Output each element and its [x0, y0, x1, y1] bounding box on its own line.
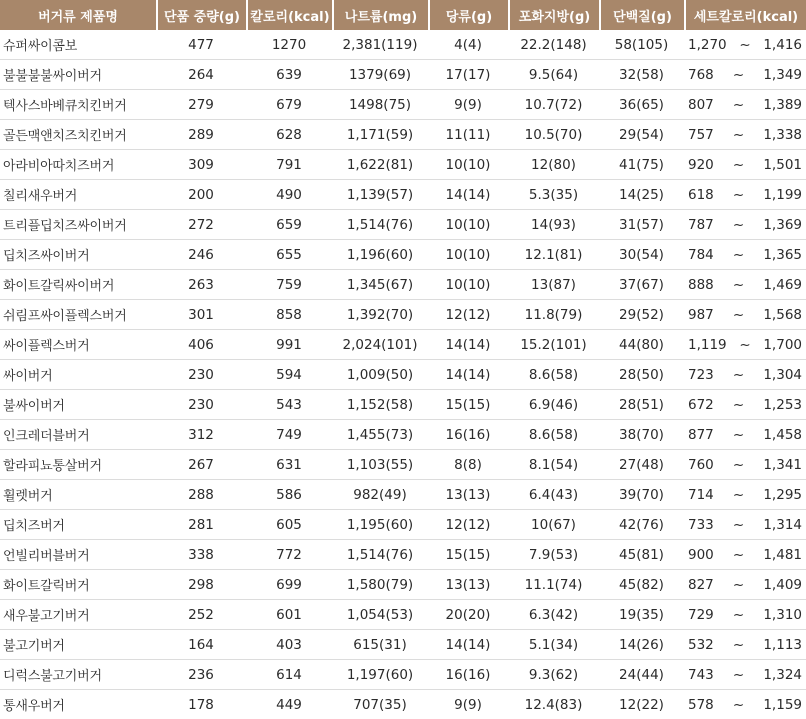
range-separator: ~ — [732, 456, 745, 473]
sugar-cell: 13(13) — [428, 569, 508, 599]
protein-cell: 27(48) — [599, 449, 684, 479]
product-name-cell: 불싸이버거 — [0, 389, 156, 419]
set-calories-min: 888 — [688, 276, 714, 293]
weight-cell: 289 — [156, 119, 246, 149]
set-calories-min: 784 — [688, 246, 714, 263]
sodium-cell: 1498(75) — [332, 89, 428, 119]
set-calories-max: 1,469 — [763, 276, 802, 293]
protein-cell: 31(57) — [599, 209, 684, 239]
saturated-fat-cell: 7.9(53) — [508, 539, 599, 569]
set-calories-cell — [684, 149, 806, 179]
weight-cell: 246 — [156, 239, 246, 269]
range-separator: ~ — [732, 276, 745, 293]
saturated-fat-cell: 9.5(64) — [508, 59, 599, 89]
range-separator: ~ — [732, 96, 745, 113]
protein-cell: 45(81) — [599, 539, 684, 569]
saturated-fat-cell: 15.2(101) — [508, 329, 599, 359]
sugar-cell: 12(12) — [428, 509, 508, 539]
range-separator: ~ — [732, 636, 745, 653]
table-row — [0, 329, 806, 359]
sodium-cell: 1,171(59) — [332, 119, 428, 149]
protein-cell: 14(26) — [599, 629, 684, 659]
set-calories-min: 827 — [688, 576, 714, 593]
saturated-fat-cell: 12(80) — [508, 149, 599, 179]
sugar-cell: 17(17) — [428, 59, 508, 89]
set-calories-max: 1,314 — [763, 516, 802, 533]
table-row — [0, 569, 806, 599]
saturated-fat-cell: 12.1(81) — [508, 239, 599, 269]
set-calories-cell — [684, 479, 806, 509]
set-calories-cell — [684, 59, 806, 89]
range-separator: ~ — [739, 36, 751, 53]
weight-cell: 178 — [156, 689, 246, 719]
set-calories-cell — [684, 509, 806, 539]
protein-cell: 38(70) — [599, 419, 684, 449]
saturated-fat-cell: 6.4(43) — [508, 479, 599, 509]
weight-cell: 263 — [156, 269, 246, 299]
saturated-fat-cell: 12.4(83) — [508, 689, 599, 719]
sodium-cell: 1,197(60) — [332, 659, 428, 689]
protein-cell: 24(44) — [599, 659, 684, 689]
table-row — [0, 689, 806, 719]
product-name-cell: 불불불불싸이버거 — [0, 59, 156, 89]
set-calories-min: 877 — [688, 426, 714, 443]
sugar-cell: 16(16) — [428, 659, 508, 689]
table-row — [0, 389, 806, 419]
set-calories-max: 1,481 — [763, 546, 802, 563]
set-calories-min: 920 — [688, 156, 714, 173]
set-calories-max: 1,159 — [763, 696, 802, 713]
weight-cell: 338 — [156, 539, 246, 569]
set-calories-max: 1,113 — [763, 636, 802, 653]
protein-cell: 41(75) — [599, 149, 684, 179]
set-calories-cell — [684, 569, 806, 599]
table-row — [0, 659, 806, 689]
sugar-cell: 15(15) — [428, 389, 508, 419]
product-name-cell: 딥치즈싸이버거 — [0, 239, 156, 269]
sugar-cell: 10(10) — [428, 209, 508, 239]
weight-cell: 200 — [156, 179, 246, 209]
sugar-cell: 14(14) — [428, 629, 508, 659]
set-calories-max: 1,700 — [763, 336, 802, 353]
set-calories-max: 1,501 — [763, 156, 802, 173]
range-separator: ~ — [732, 186, 745, 203]
sugar-cell: 12(12) — [428, 299, 508, 329]
sugar-cell: 14(14) — [428, 179, 508, 209]
set-calories-cell — [684, 689, 806, 719]
saturated-fat-cell: 5.3(35) — [508, 179, 599, 209]
range-separator: ~ — [732, 366, 745, 383]
range-separator: ~ — [732, 246, 745, 263]
sodium-cell: 1,580(79) — [332, 569, 428, 599]
set-calories-max: 1,199 — [763, 186, 802, 203]
calories-cell: 1270 — [271, 36, 307, 53]
product-name-cell: 싸이플렉스버거 — [0, 329, 156, 359]
sugar-cell: 14(14) — [428, 359, 508, 389]
range-separator: ~ — [732, 486, 745, 503]
product-name-cell: 화이트갈릭싸이버거 — [0, 269, 156, 299]
weight-cell: 272 — [156, 209, 246, 239]
table-row — [0, 539, 806, 569]
table-row — [0, 119, 806, 149]
set-calories-max: 1,295 — [763, 486, 802, 503]
saturated-fat-cell: 8.6(58) — [508, 359, 599, 389]
protein-cell: 44(80) — [599, 329, 684, 359]
set-calories-max: 1,389 — [763, 96, 802, 113]
header-set-calories: 세트칼로리(kcal) — [684, 0, 806, 30]
set-calories-min: 900 — [688, 546, 714, 563]
saturated-fat-cell: 13(87) — [508, 269, 599, 299]
header-protein: 단백질(g) — [599, 0, 684, 30]
table-row — [0, 30, 806, 59]
weight-cell: 309 — [156, 149, 246, 179]
product-name-cell: 슈퍼싸이콤보 — [3, 39, 78, 54]
calories-cell: 586 — [246, 479, 332, 509]
weight-cell: 264 — [156, 59, 246, 89]
table-row — [0, 269, 806, 299]
set-calories-cell — [684, 629, 806, 659]
table-row — [0, 449, 806, 479]
protein-cell: 28(50) — [599, 359, 684, 389]
set-calories-min: 743 — [688, 666, 714, 683]
set-calories-min: 987 — [688, 306, 714, 323]
set-calories-cell — [684, 209, 806, 239]
product-name-cell: 골든맥앤치즈치킨버거 — [0, 119, 156, 149]
saturated-fat-cell: 6.9(46) — [508, 389, 599, 419]
sugar-cell: 10(10) — [428, 269, 508, 299]
protein-cell: 58(105) — [614, 36, 669, 53]
protein-cell: 36(65) — [599, 89, 684, 119]
sodium-cell: 707(35) — [332, 689, 428, 719]
weight-cell: 281 — [156, 509, 246, 539]
saturated-fat-cell: 11.1(74) — [508, 569, 599, 599]
table-row — [0, 509, 806, 539]
product-name-cell: 딥치즈버거 — [0, 509, 156, 539]
protein-cell: 37(67) — [599, 269, 684, 299]
set-calories-min: 787 — [688, 216, 714, 233]
product-name-cell: 인크레더블버거 — [0, 419, 156, 449]
set-calories-min: 578 — [688, 696, 714, 713]
set-calories-min: 807 — [688, 96, 714, 113]
set-calories-cell — [684, 419, 806, 449]
saturated-fat-cell: 10.5(70) — [508, 119, 599, 149]
set-calories-cell — [684, 389, 806, 419]
set-calories-cell — [684, 659, 806, 689]
product-name-cell: 텍사스바베큐치킨버거 — [0, 89, 156, 119]
sugar-cell: 20(20) — [428, 599, 508, 629]
sugar-cell: 16(16) — [428, 419, 508, 449]
table-row — [0, 419, 806, 449]
sugar-cell: 11(11) — [428, 119, 508, 149]
saturated-fat-cell: 8.1(54) — [508, 449, 599, 479]
range-separator: ~ — [739, 336, 751, 353]
calories-cell: 628 — [246, 119, 332, 149]
sugar-cell: 4(4) — [454, 36, 482, 53]
table-row — [0, 299, 806, 329]
calories-cell: 490 — [246, 179, 332, 209]
saturated-fat-cell: 8.6(58) — [508, 419, 599, 449]
product-name-cell: 쉬림프싸이플렉스버거 — [0, 299, 156, 329]
protein-cell: 12(22) — [599, 689, 684, 719]
set-calories-max: 1,365 — [763, 246, 802, 263]
set-calories-max: 1,324 — [763, 666, 802, 683]
sodium-cell: 1,152(58) — [332, 389, 428, 419]
calories-cell: 655 — [246, 239, 332, 269]
product-name-cell: 불고기버거 — [0, 629, 156, 659]
range-separator: ~ — [732, 306, 745, 323]
set-calories-cell — [684, 329, 806, 359]
calories-cell: 858 — [246, 299, 332, 329]
protein-cell: 19(35) — [599, 599, 684, 629]
sugar-cell: 9(9) — [428, 89, 508, 119]
table-row — [0, 239, 806, 269]
table-row — [0, 629, 806, 659]
calories-cell: 679 — [246, 89, 332, 119]
set-calories-cell — [684, 299, 806, 329]
saturated-fat-cell: 6.3(42) — [508, 599, 599, 629]
saturated-fat-cell: 5.1(34) — [508, 629, 599, 659]
product-name-cell: 언빌리버블버거 — [0, 539, 156, 569]
sodium-cell: 615(31) — [332, 629, 428, 659]
range-separator: ~ — [732, 156, 745, 173]
sodium-cell: 1,622(81) — [332, 149, 428, 179]
protein-cell: 29(52) — [599, 299, 684, 329]
set-calories-min: 714 — [688, 486, 714, 503]
set-calories-min: 757 — [688, 126, 714, 143]
sodium-cell: 1,054(53) — [332, 599, 428, 629]
saturated-fat-cell: 22.2(148) — [520, 36, 587, 53]
set-calories-max: 1,458 — [763, 426, 802, 443]
protein-cell: 28(51) — [599, 389, 684, 419]
sodium-cell: 1,514(76) — [332, 539, 428, 569]
range-separator: ~ — [732, 696, 745, 713]
set-calories-min: 729 — [688, 606, 714, 623]
set-calories-max: 1,310 — [763, 606, 802, 623]
protein-cell: 39(70) — [599, 479, 684, 509]
set-calories-max: 1,341 — [763, 456, 802, 473]
sodium-cell: 1,514(76) — [332, 209, 428, 239]
protein-cell: 32(58) — [599, 59, 684, 89]
set-calories-min: 760 — [688, 456, 714, 473]
set-calories-cell — [684, 269, 806, 299]
set-calories-max: 1,338 — [763, 126, 802, 143]
product-name-cell: 새우불고기버거 — [0, 599, 156, 629]
table-row — [0, 89, 806, 119]
weight-cell: 230 — [156, 389, 246, 419]
sugar-cell: 8(8) — [428, 449, 508, 479]
sodium-cell: 1,345(67) — [332, 269, 428, 299]
weight-cell: 298 — [156, 569, 246, 599]
set-calories-cell — [684, 239, 806, 269]
range-separator: ~ — [732, 516, 745, 533]
table-row — [0, 209, 806, 239]
protein-cell: 14(25) — [599, 179, 684, 209]
sugar-cell: 15(15) — [428, 539, 508, 569]
set-calories-min: 1,270 — [688, 36, 727, 53]
sodium-cell: 2,024(101) — [332, 329, 428, 359]
sodium-cell: 1,455(73) — [332, 419, 428, 449]
header-sodium: 나트륨(mg) — [332, 0, 428, 30]
calories-cell: 639 — [246, 59, 332, 89]
saturated-fat-cell: 11.8(79) — [508, 299, 599, 329]
calories-cell: 601 — [246, 599, 332, 629]
table-row — [0, 149, 806, 179]
set-calories-min: 1,119 — [688, 336, 727, 353]
protein-cell: 29(54) — [599, 119, 684, 149]
calories-cell: 659 — [246, 209, 332, 239]
sugar-cell: 13(13) — [428, 479, 508, 509]
range-separator: ~ — [732, 396, 745, 413]
sugar-cell: 10(10) — [428, 149, 508, 179]
header-calories: 칼로리(kcal) — [246, 0, 332, 30]
sodium-cell: 1379(69) — [332, 59, 428, 89]
sodium-cell: 2,381(119) — [342, 36, 418, 53]
set-calories-max: 1,409 — [763, 576, 802, 593]
table-body — [0, 30, 806, 719]
sugar-cell: 10(10) — [428, 239, 508, 269]
calories-cell: 594 — [246, 359, 332, 389]
range-separator: ~ — [732, 126, 745, 143]
set-calories-max: 1,568 — [763, 306, 802, 323]
set-calories-cell — [684, 449, 806, 479]
product-name-cell: 화이트갈릭버거 — [0, 569, 156, 599]
weight-cell: 301 — [156, 299, 246, 329]
calories-cell: 543 — [246, 389, 332, 419]
range-separator: ~ — [732, 606, 745, 623]
range-separator: ~ — [732, 216, 745, 233]
weight-cell: 236 — [156, 659, 246, 689]
calories-cell: 749 — [246, 419, 332, 449]
table-row — [0, 179, 806, 209]
calories-cell: 449 — [246, 689, 332, 719]
calories-cell: 631 — [246, 449, 332, 479]
weight-cell: 288 — [156, 479, 246, 509]
range-separator: ~ — [732, 426, 745, 443]
sugar-cell: 14(14) — [428, 329, 508, 359]
saturated-fat-cell: 14(93) — [508, 209, 599, 239]
calories-cell: 791 — [246, 149, 332, 179]
sodium-cell: 1,103(55) — [332, 449, 428, 479]
range-separator: ~ — [732, 546, 745, 563]
set-calories-max: 1,304 — [763, 366, 802, 383]
product-name-cell: 휠렛버거 — [0, 479, 156, 509]
set-calories-cell — [684, 359, 806, 389]
table-row — [0, 359, 806, 389]
weight-cell: 267 — [156, 449, 246, 479]
set-calories-max: 1,369 — [763, 216, 802, 233]
set-calories-max: 1,416 — [763, 36, 802, 53]
set-calories-cell — [684, 119, 806, 149]
weight-cell: 164 — [156, 629, 246, 659]
set-calories-min: 768 — [688, 66, 714, 83]
header-sugar: 당류(g) — [428, 0, 508, 30]
sodium-cell: 1,195(60) — [332, 509, 428, 539]
sodium-cell: 982(49) — [332, 479, 428, 509]
product-name-cell: 할라피뇨통살버거 — [0, 449, 156, 479]
weight-cell: 406 — [156, 329, 246, 359]
sodium-cell: 1,139(57) — [332, 179, 428, 209]
calories-cell: 605 — [246, 509, 332, 539]
product-name-cell: 싸이버거 — [0, 359, 156, 389]
sodium-cell: 1,009(50) — [332, 359, 428, 389]
table-row — [0, 599, 806, 629]
set-calories-cell — [684, 89, 806, 119]
calories-cell: 699 — [246, 569, 332, 599]
calories-cell: 614 — [246, 659, 332, 689]
header-row — [0, 0, 806, 30]
saturated-fat-cell: 9.3(62) — [508, 659, 599, 689]
saturated-fat-cell: 10(67) — [508, 509, 599, 539]
header-saturated-fat: 포화지방(g) — [508, 0, 599, 30]
sugar-cell: 9(9) — [428, 689, 508, 719]
calories-cell: 759 — [246, 269, 332, 299]
weight-cell: 252 — [156, 599, 246, 629]
set-calories-cell — [684, 539, 806, 569]
product-name-cell: 디럭스불고기버거 — [0, 659, 156, 689]
sodium-cell: 1,392(70) — [332, 299, 428, 329]
set-calories-min: 733 — [688, 516, 714, 533]
set-calories-min: 672 — [688, 396, 714, 413]
set-calories-max: 1,253 — [763, 396, 802, 413]
table-row — [0, 479, 806, 509]
protein-cell: 42(76) — [599, 509, 684, 539]
set-calories-min: 532 — [688, 636, 714, 653]
set-calories-cell — [684, 179, 806, 209]
weight-cell: 279 — [156, 89, 246, 119]
protein-cell: 30(54) — [599, 239, 684, 269]
set-calories-cell — [684, 599, 806, 629]
range-separator: ~ — [732, 66, 745, 83]
product-name-cell: 통새우버거 — [0, 689, 156, 719]
set-calories-min: 618 — [688, 186, 714, 203]
calories-cell: 991 — [246, 329, 332, 359]
protein-cell: 45(82) — [599, 569, 684, 599]
set-calories-max: 1,349 — [763, 66, 802, 83]
table-row — [0, 59, 806, 89]
header-product-name: 버거류 제품명 — [0, 0, 156, 30]
product-name-cell: 트리플딥치즈싸이버거 — [0, 209, 156, 239]
set-calories-cell — [684, 30, 806, 59]
range-separator: ~ — [732, 576, 745, 593]
weight-cell: 312 — [156, 419, 246, 449]
saturated-fat-cell: 10.7(72) — [508, 89, 599, 119]
header-weight: 단품 중량(g) — [156, 0, 246, 30]
range-separator: ~ — [732, 666, 745, 683]
weight-cell: 477 — [188, 36, 214, 53]
weight-cell: 230 — [156, 359, 246, 389]
product-name-cell: 칠리새우버거 — [0, 179, 156, 209]
calories-cell: 403 — [246, 629, 332, 659]
sodium-cell: 1,196(60) — [332, 239, 428, 269]
product-name-cell: 아라비아따치즈버거 — [0, 149, 156, 179]
set-calories-min: 723 — [688, 366, 714, 383]
calories-cell: 772 — [246, 539, 332, 569]
